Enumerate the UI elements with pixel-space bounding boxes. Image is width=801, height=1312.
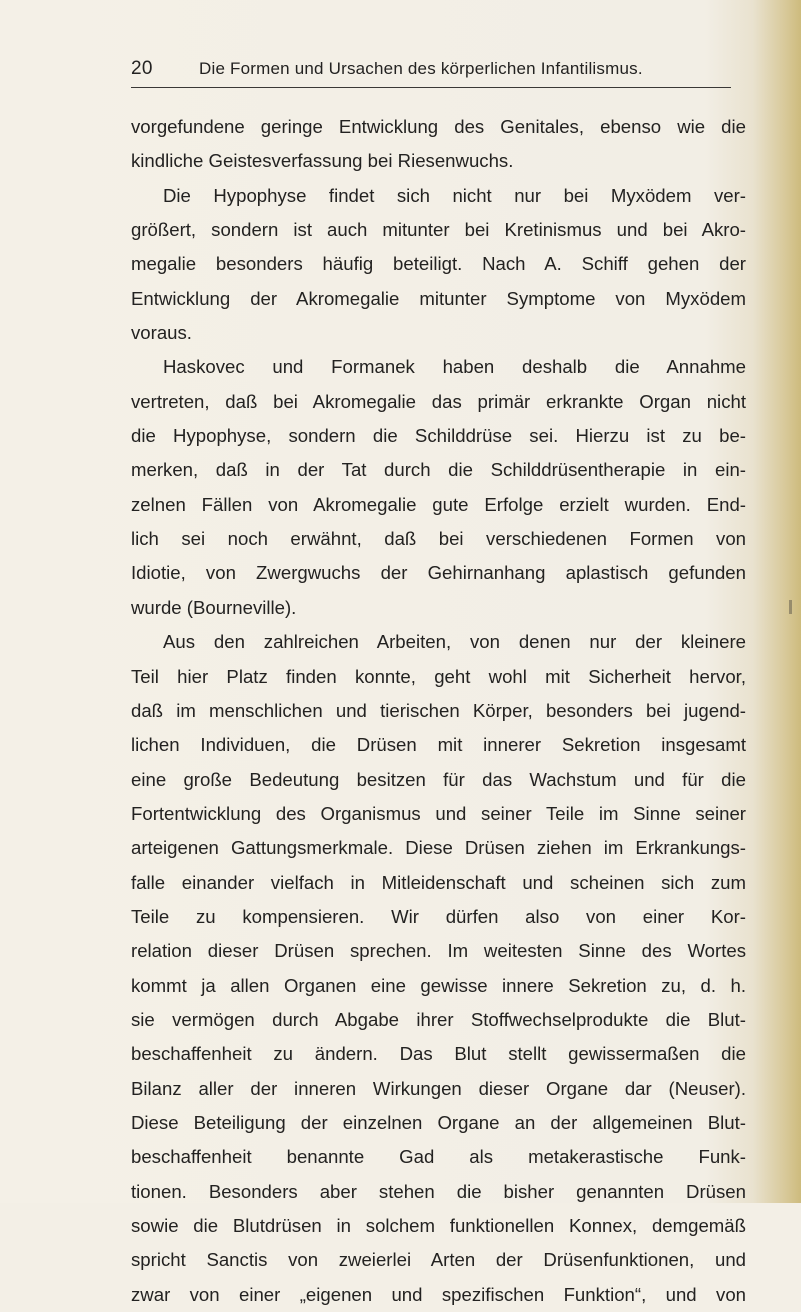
text-line: vorgefundene geringe Entwicklung des Genitales, ebenso wie die <box>131 116 746 137</box>
text-line: die Hypophyse, sondern die Schilddrüse sei. Hierzu ist zu be- <box>131 425 746 447</box>
text-line: kommt ja allen Organen eine gewisse innere Sekretion zu, d. h. <box>131 974 746 996</box>
text-line: kindliche Geistesverfassung bei Riesenwuchs. <box>131 150 514 172</box>
text-line: lichen Individuen, die Drüsen mit innerer Sekretion insgesamt <box>131 734 746 756</box>
text-line: Teil hier Platz finden konnte, geht wohl mit Sicherheit hervor, <box>131 665 746 687</box>
text-line: voraus. <box>131 322 192 344</box>
text-line: zwar von einer „eigenen und spezifischen Funktion“, und von <box>131 1283 746 1305</box>
text-line: Aus den zahlreichen Arbeiten, von denen nur der kleinere <box>163 631 746 653</box>
text-line: relation dieser Drüsen sprechen. Im weitesten Sinne des Wortes <box>131 940 746 962</box>
page-header <box>131 58 731 92</box>
text-line: Idiotie, von Zwergwuchs der Gehirnanhang aplastisch gefunden <box>131 562 746 584</box>
text-line: eine große Bedeutung besitzen für das Wachstum und für die <box>131 768 746 790</box>
text-line: größert, sondern ist auch mitunter bei Kretinismus und bei Akro- <box>131 219 746 241</box>
text-line: beschaffenheit zu ändern. Das Blut stellt gewissermaßen die <box>131 1043 746 1065</box>
text-line: tionen. Besonders aber stehen die bisher genannten Drüsen <box>131 1180 746 1202</box>
text-line: merken, daß in der Tat durch die Schilddrüsentherapie in ein- <box>131 459 746 481</box>
text-line: sie vermögen durch Abgabe ihrer Stoffwechselprodukte die Blut- <box>131 1008 746 1030</box>
text-line: Fortentwicklung des Organismus und seiner Teile im Sinne seiner <box>131 802 746 824</box>
text-line: Teile zu kompensieren. Wir dürfen also von einer Kor- <box>131 905 746 927</box>
text-line: vertreten, daß bei Akromegalie das primär erkrankte Organ nicht <box>131 390 746 412</box>
text-line: Haskovec und Formanek haben deshalb die Annahme <box>163 356 746 378</box>
text-line: zelnen Fällen von Akromegalie gute Erfolge erzielt wurden. End- <box>131 493 746 515</box>
text-line: falle einander vielfach in Mitleidenschaft und scheinen sich zum <box>131 871 746 893</box>
text-line: Die Hypophyse findet sich nicht nur bei Myxödem ver- <box>163 184 746 206</box>
text-line: wurde (Bourneville). <box>131 596 297 618</box>
text-line: lich sei noch erwähnt, daß bei verschiedenen Formen von <box>131 528 746 550</box>
page-edge-mark <box>789 600 792 614</box>
text-line: Diese Beteiligung der einzelnen Organe an der allgemeinen Blut- <box>131 1111 746 1133</box>
text-line: Entwicklung der Akromegalie mitunter Symptome von Myxödem <box>131 287 746 309</box>
text-line: daß im menschlichen und tierischen Körper, besonders bei jugend- <box>131 699 746 721</box>
header-rule <box>131 87 731 88</box>
body-text <box>131 110 746 1312</box>
text-line: spricht Sanctis von zweierlei Arten der Drüsenfunktionen, und <box>131 1249 746 1271</box>
text-line: megalie besonders häufig beteiligt. Nach A. Schiff gehen der <box>131 253 746 275</box>
text-line: Bilanz aller der inneren Wirkungen dieser Organe dar (Neuser). <box>131 1077 746 1099</box>
running-title: Die Formen und Ursachen des körperlichen Infantilismus. <box>199 59 643 78</box>
text-line: sowie die Blutdrüsen in solchem funktionellen Konnex, demgemäß <box>131 1215 746 1236</box>
page-number: 20 <box>131 58 153 79</box>
text-line: arteigenen Gattungsmerkmale. Diese Drüsen ziehen im Erkrankungs- <box>131 837 746 859</box>
text-line: beschaffenheit benannte Gad als metakerastische Funk- <box>131 1146 746 1168</box>
